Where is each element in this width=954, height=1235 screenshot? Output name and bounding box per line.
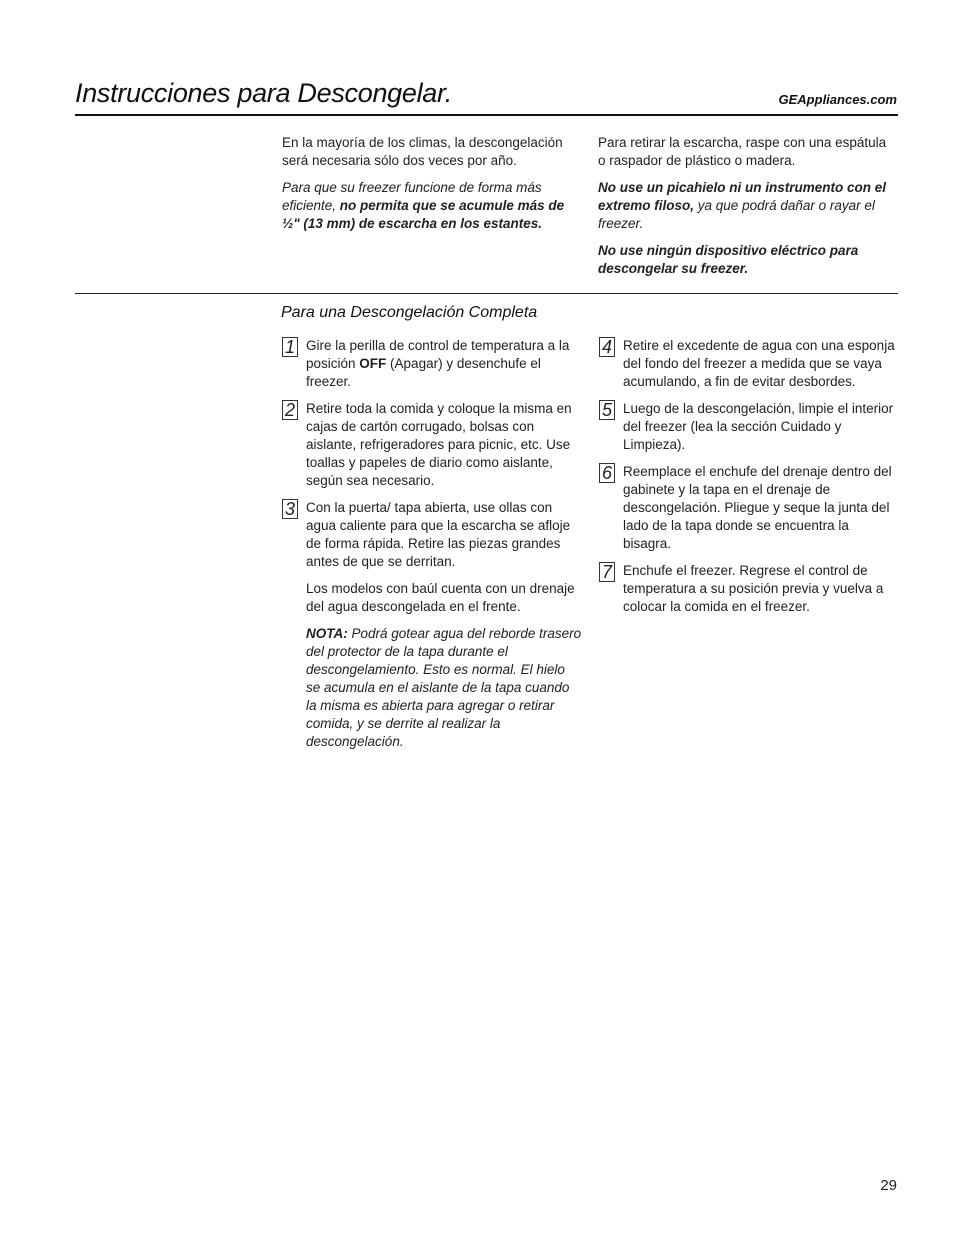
step-2 [282,400,582,490]
intro-paragraph: En la mayoría de los climas, la descongelación será necesaria sólo dos veces por año. [282,135,563,168]
step-number: 4 [599,337,615,357]
step-text: Gire la perilla de control de temperatura a la posición [306,338,570,371]
steps-left-column [282,337,582,760]
step-3 [282,499,582,571]
section-heading: Para una Descongelación Completa [281,304,538,321]
step-text: Con la puerta/ tapa abierta, use ollas con agua caliente para que la escarcha se afloje de forma rápida. Retire las piezas grandes antes de que se derritan. [306,500,571,569]
step-1 [282,337,582,391]
step-number: 5 [599,400,615,420]
step-text: Retire el excedente de agua con una esponja del fondo del freezer a medida que se vaya acumulando, a fin de evitar desbordes. [623,338,895,389]
step-text: Enchufe el freezer. Regrese el control de temperatura a su posición previa y vuelva a colocar la comida en el freezer. [623,563,884,614]
step-4 [599,337,897,391]
note-label: NOTA: [306,626,348,641]
step-text: Luego de la descongelación, limpie el interior del freezer (lea la sección Cuidado y Limpieza). [623,401,894,452]
step-number: 1 [282,337,298,357]
page-title: Instrucciones para Descongelar. [75,78,452,108]
step-number: 2 [282,400,298,420]
step-number: 7 [599,562,615,582]
chest-models-note: Los modelos con baúl cuenta con un drenaje del agua descongelada en el frente. [306,581,575,614]
step-text: (Apagar) y desenchufe el freezer. [306,356,541,389]
tip-text: Para que su freezer funcione de forma más eficiente, [282,180,542,213]
tip-warning: no permita que se acumule más de ½" (13 mm) de escarcha en los estantes. [282,198,565,231]
warning-bold: No use un picahielo ni un instrumento con el extremo filoso, [598,180,887,213]
step-number: 3 [282,499,298,519]
note-text: Podrá gotear agua del reborde trasero del protector de la tapa durante el descongelamiento. Esto es normal. El hielo se acumula en el aislante de la tapa cuando la misma es abierta para agregar o retirar comida, y se derrite al realizar la descongelación. [306,626,582,749]
header-rule [75,114,898,116]
step-7 [599,562,897,616]
warning-text: ya que podrá dañar o rayar el freezer. [598,198,875,231]
step-text: Reemplace el enchufe del drenaje dentro del gabinete y la tapa en el drenaje de descongelación. Pliegue y seque la junta del lado de la tapa donde se encuentra la bisagra. [623,464,892,551]
intro-left-column [282,134,582,242]
intro-right-column [598,134,896,287]
section-divider [75,293,898,294]
step-emphasis: OFF [359,356,387,371]
step-number: 6 [599,463,615,483]
steps-right-column [599,337,897,625]
step-6 [599,463,897,553]
sharp-tool-warning [598,179,896,233]
site-url: GEAppliances.com [778,92,897,107]
defrost-note [282,625,582,751]
step-text: Retire toda la comida y coloque la misma en cajas de cartón corrugado, bolsas con aislante, refrigeradores para picnic, etc. Use toallas y papeles de diario como aislante, según sea necesario. [306,401,572,488]
scraping-instructions: Para retirar la escarcha, raspe con una espátula o raspador de plástico o madera. [598,135,887,168]
step-5 [599,400,897,454]
efficiency-tip [282,179,582,233]
electric-device-warning: No use ningún dispositivo eléctrico para descongelar su freezer. [598,243,859,276]
page-number: 29 [880,1177,897,1194]
